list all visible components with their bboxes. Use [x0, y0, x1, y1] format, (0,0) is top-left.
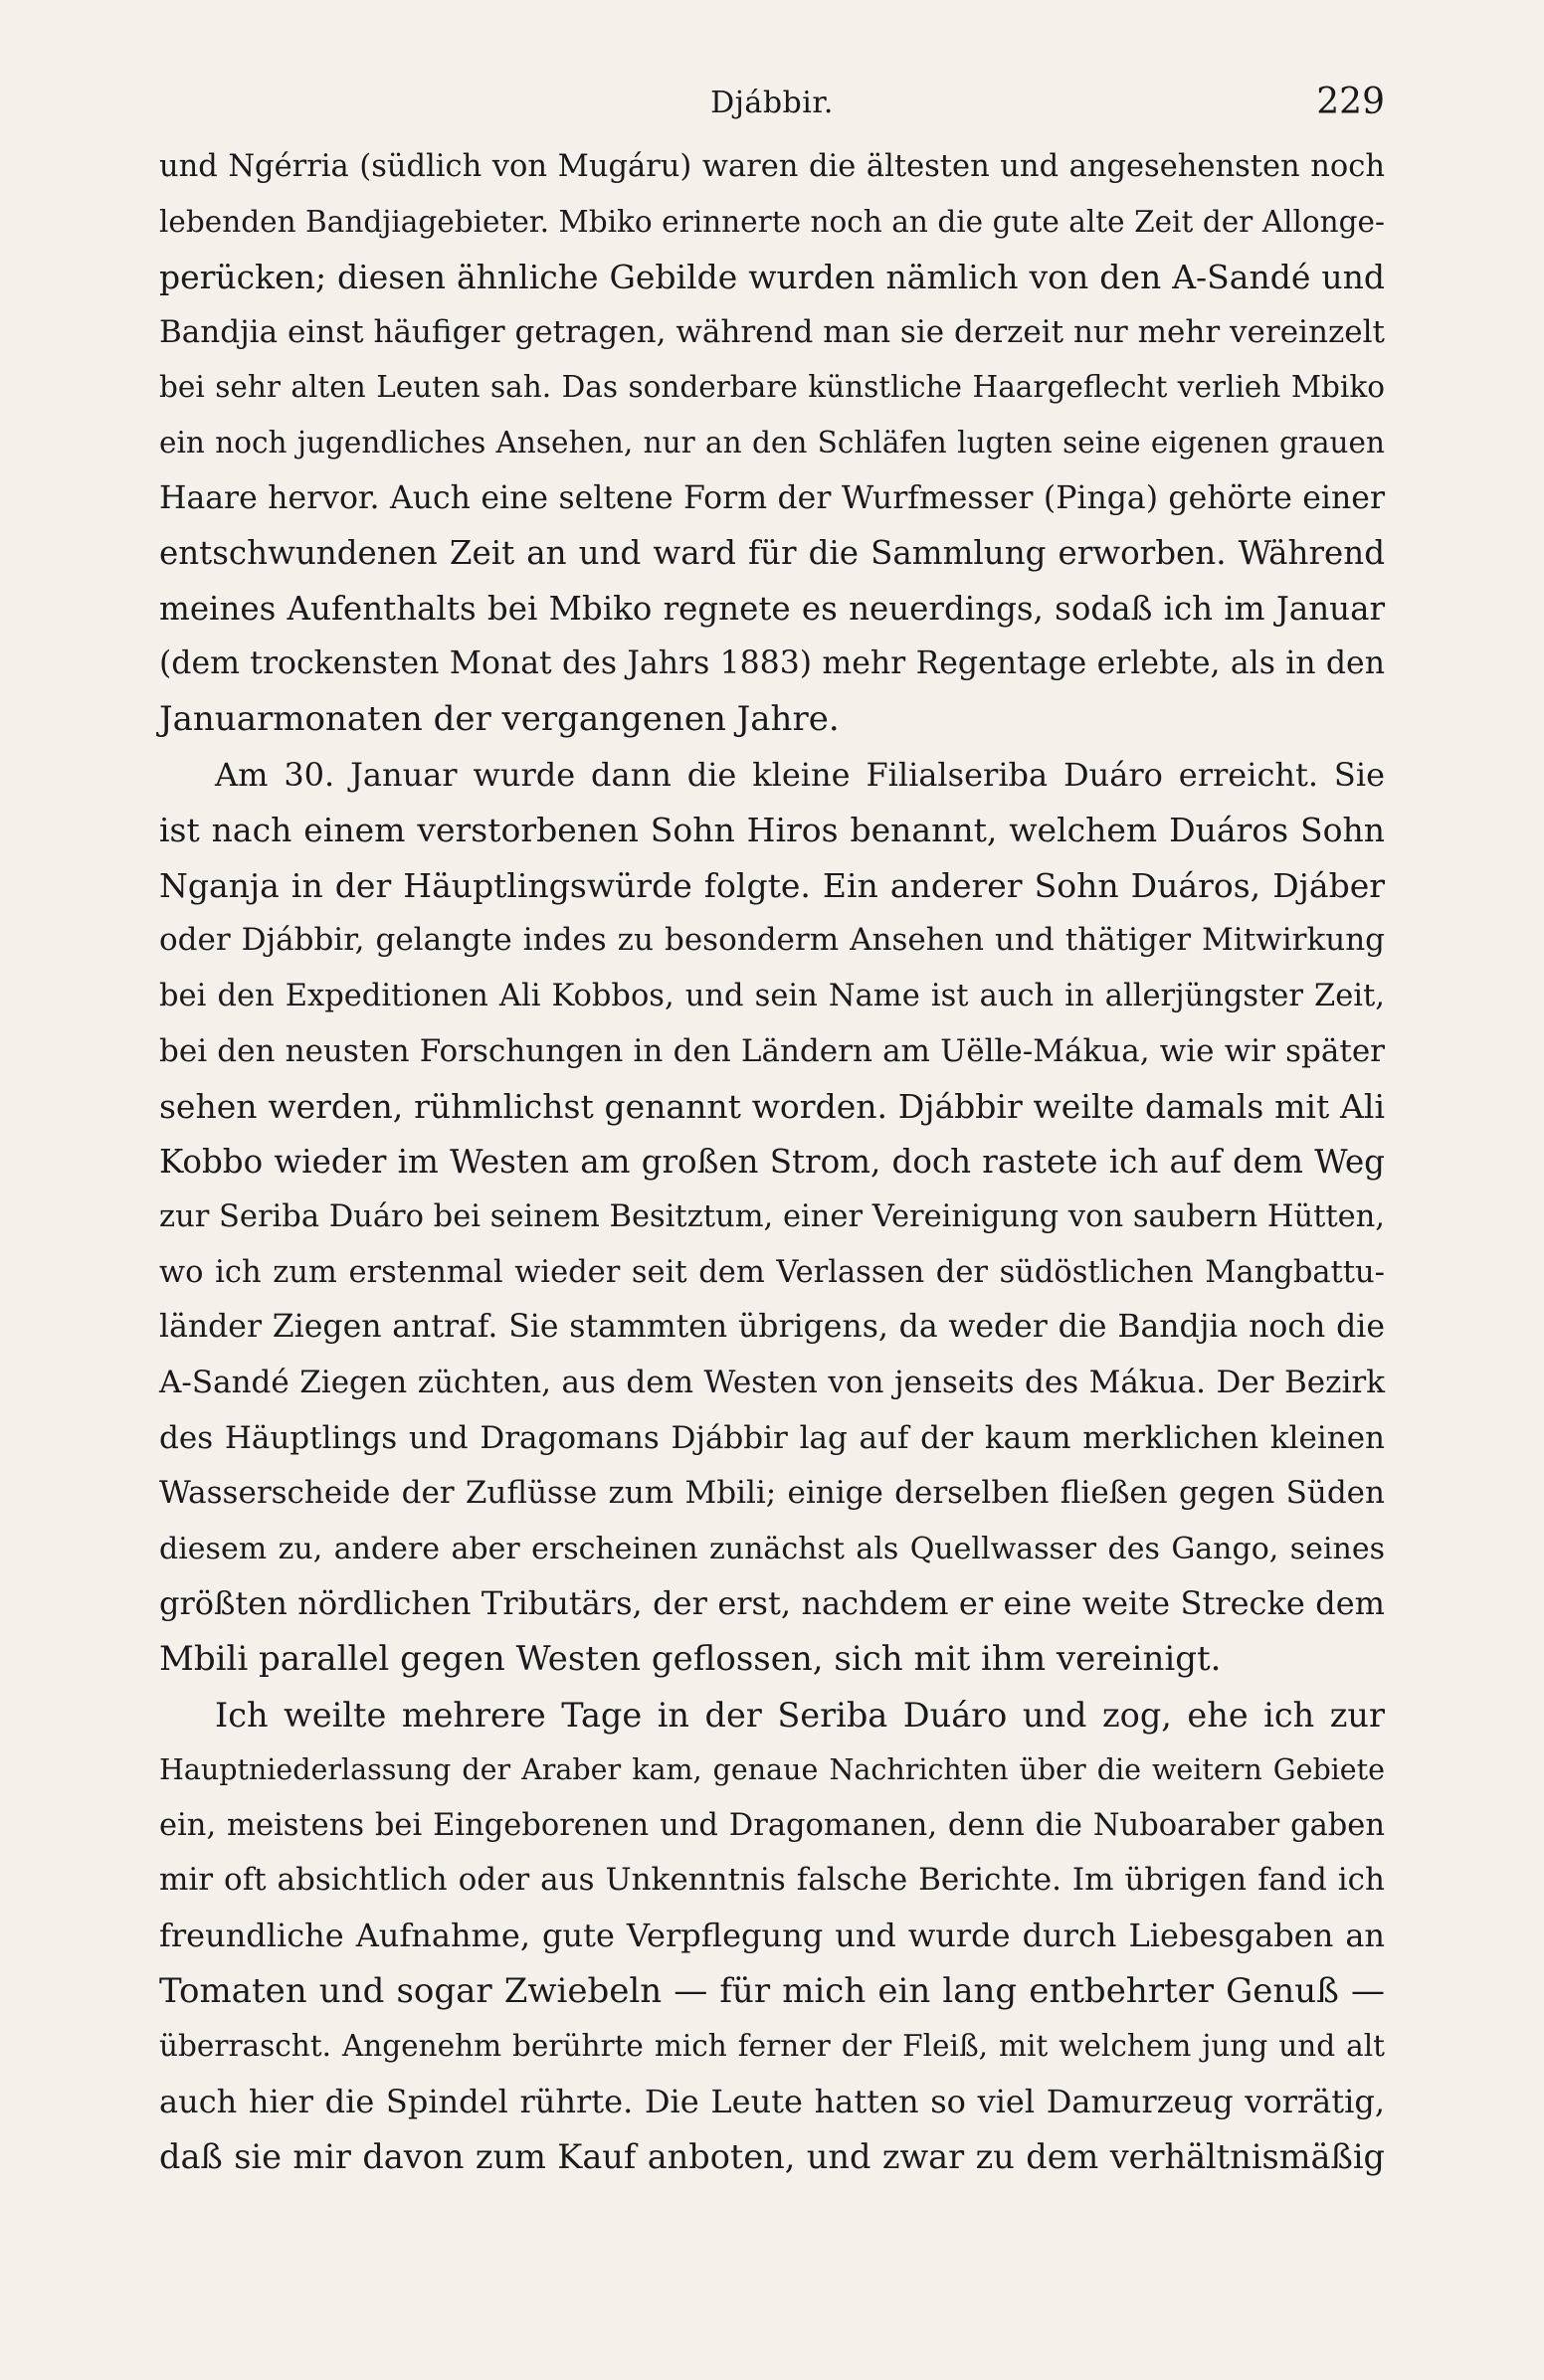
text-line: freundliche Aufnahme, gute Verpflegung und wurde durch Liebesgaben an: [159, 1917, 1385, 1954]
text-line: meines Aufenthalts bei Mbiko regnete es neuerdings, sodaß ich im Januar: [159, 589, 1385, 628]
paragraph-start-line: Am 30. Januar wurde dann die kleine Filialseriba Duáro erreicht. Sie: [215, 755, 1385, 794]
text-line: Tomaten und sogar Zwiebeln — für mich ein lang entbehrter Genuß —: [159, 1970, 1385, 2011]
text-line: und Ngérria (südlich von Mugáru) waren die ältesten und angesehensten noch: [159, 149, 1385, 184]
running-title: Djábbir.: [710, 86, 834, 120]
text-line: des Häuptlings und Dragomans Djábbir lag auf der kaum merklichen kleinen: [159, 1419, 1385, 1456]
paragraph-end-line: Mbili parallel gegen Westen geflossen, sich mit ihm vereinigt.: [159, 1639, 1222, 1680]
text-line: bei den Expeditionen Ali Kobbos, und sein Name ist auch in allerjüngster Zeit,: [159, 978, 1385, 1013]
text-line: bei sehr alten Leuten sah. Das sonderbare künstliche Haargeflecht verlieh Mbiko: [159, 370, 1385, 405]
page-number: 229: [1316, 82, 1385, 122]
text-line: größten nördlichen Tributärs, der erst, nachdem er eine weite Strecke dem: [159, 1584, 1385, 1623]
text-line: Nganja in der Häuptlingswürde folgte. Ein anderer Sohn Duáros, Djáber: [159, 865, 1385, 905]
text-line: A-Sandé Ziegen züchten, aus dem Westen von jenseits des Mákua. Der Bezirk: [159, 1365, 1385, 1401]
text-line: Hauptniederlassung der Araber kam, genaue Nachrichten über die weitern Gebiete: [159, 1753, 1385, 1787]
running-head: [159, 82, 1385, 141]
body-text: [159, 139, 1385, 2185]
text-line: länder Ziegen antraf. Sie stammten übrigens, da weder die Bandjia noch die: [159, 1309, 1385, 1346]
text-line: oder Djábbir, gelangte indes zu besonderm Ansehen und thätiger Mitwirkung: [159, 922, 1385, 959]
text-line: auch hier die Spindel rührte. Die Leute hatten so viel Damurzeug vorrätig,: [159, 2082, 1385, 2120]
text-line: sehen werden, rühmlichst genannt worden. Djábbir weilte damals mit Ali: [159, 1087, 1385, 1127]
text-line: Haare hervor. Auch eine seltene Form der Wurfmesser (Pinga) gehörte einer: [159, 479, 1385, 516]
text-line: Wasserscheide der Zuflüsse zum Mbili; einige derselben fließen gegen Süden: [159, 1475, 1385, 1512]
text-line: wo ich zum erstenmal wieder seit dem Verlassen der südöstlichen Mangbattu-: [159, 1254, 1385, 1290]
text-line: bei den neusten Forschungen in den Ländern am Uëlle-Mákua, wie wir später: [159, 1032, 1385, 1069]
text-line: ist nach einem verstorbenen Sohn Hiros benannt, welchem Duáros Sohn: [159, 811, 1385, 850]
text-line: diesem zu, andere aber erscheinen zunächst als Quellwasser des Gango, seines: [159, 1531, 1385, 1566]
text-line: entschwundenen Zeit an und ward für die Sammlung erworben. Während: [159, 534, 1385, 573]
text-line: ein noch jugendliches Ansehen, nur an den Schläfen lugten seine eigenen grauen: [159, 425, 1385, 459]
text-line: perücken; diesen ähnliche Gebilde wurden nämlich von den A-Sandé und: [159, 258, 1385, 297]
text-line: ein, meistens bei Eingeborenen und Dragomanen, denn die Nuboaraber gaben: [159, 1807, 1385, 1843]
text-line: Bandjia einst häufiger getragen, während man sie derzeit nur mehr vereinzelt: [159, 313, 1385, 350]
text-line: (dem trockensten Monat des Jahrs 1883) mehr Regentage erlebte, als in den: [159, 645, 1385, 682]
text-line: Kobbo wieder im Westen am großen Strom, doch rastete ich auf dem Weg: [159, 1142, 1385, 1181]
paragraph-end-line: Januarmonaten der vergangenen Jahre.: [159, 698, 840, 739]
text-line: mir oft absichtlich oder aus Unkenntnis falsche Berichte. Im übrigen fand ich: [159, 1862, 1385, 1899]
text-line: zur Seriba Duáro bei seinem Besitztum, einer Vereinigung von saubern Hütten,: [159, 1199, 1385, 1235]
text-line: lebenden Bandjiagebieter. Mbiko erinnerte noch an die gute alte Zeit der Allonge-: [159, 204, 1385, 239]
text-line: überrascht. Angenehm berührte mich ferner der Fleiß, mit welchem jung und alt: [159, 2029, 1385, 2064]
paragraph-start-line: Ich weilte mehrere Tage in der Seriba Duáro und zog, ehe ich zur: [215, 1695, 1385, 1735]
text-line: daß sie mir davon zum Kauf anboten, und zwar zu dem verhältnismäßig: [159, 2137, 1385, 2177]
